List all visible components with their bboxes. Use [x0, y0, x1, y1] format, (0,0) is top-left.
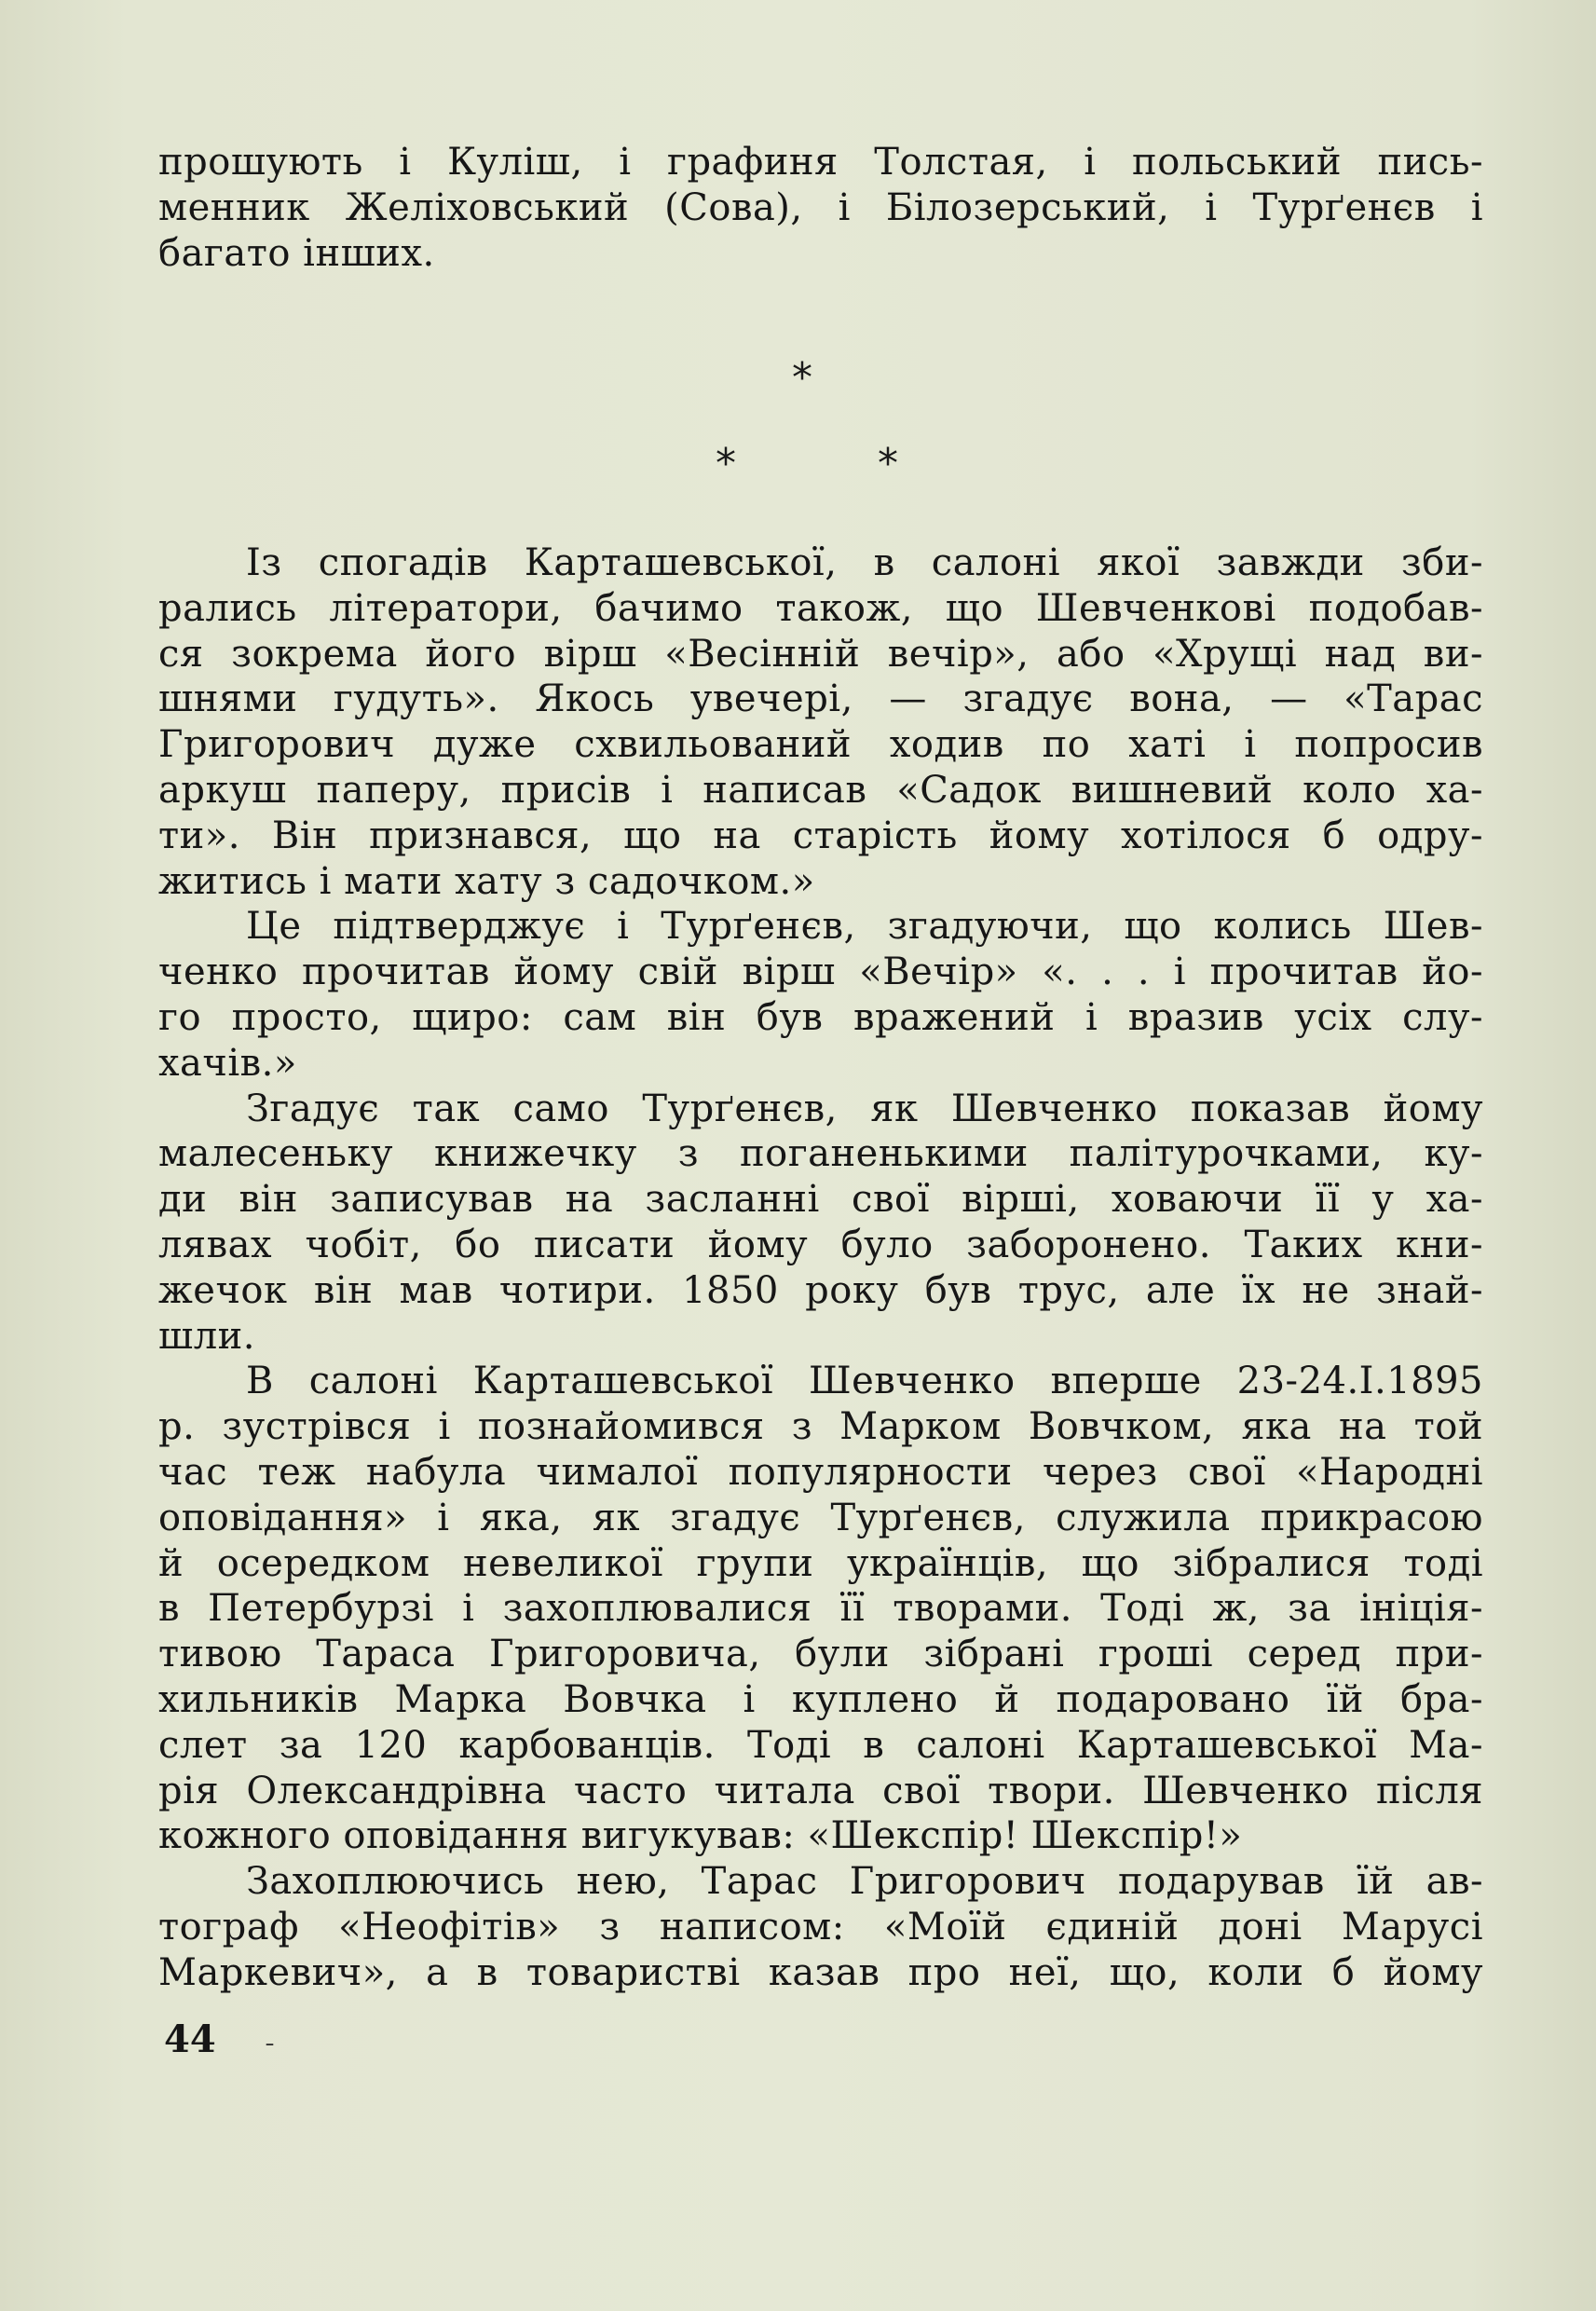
- text-line: хачів.»: [158, 1041, 297, 1085]
- text-line: тограф «Неофітів» з написом: «Моїй єдиній доні Марусі: [158, 1905, 1483, 1949]
- paragraph-small-book: [158, 1087, 1483, 1360]
- text-line: Із спогадів Карташевської, в салоні якої завжди зби-: [246, 541, 1483, 584]
- text-line: ди він записував на засланні свої вірші, ховаючи її у ха-: [158, 1178, 1483, 1222]
- paragraph-turgenev-confirms: [158, 904, 1483, 1086]
- text-line: слет за 120 карбованців. Тоді в салоні Карташевської Ма-: [158, 1723, 1483, 1767]
- text-line: го просто, щиро: сам він був вражений і вразив усіх слу-: [158, 995, 1483, 1039]
- text-line: Захоплюючись нею, Тарас Григорович подарував їй ав-: [246, 1860, 1483, 1904]
- text-line: час теж набула чималої популярности через свої «Народні: [158, 1450, 1483, 1494]
- text-line: Це підтверджує і Турґенєв, згадуючи, що колись Шев-: [246, 905, 1483, 949]
- text-line: житись і мати хату з садочком.»: [158, 859, 815, 903]
- text-line: аркуш паперу, присів і написав «Садок вишневий коло ха-: [158, 768, 1483, 812]
- page-number: 44: [164, 2017, 216, 2061]
- paragraph-kartashevska-memoir: [158, 540, 1483, 904]
- text-line: в Петербурзі і захоплювалися її творами. Тоді ж, за ініція-: [158, 1587, 1483, 1631]
- text-line: менник Желіховський (Сова), і Білозерський, і Турґенєв і: [158, 185, 1483, 229]
- text-line: шнями гудуть». Якось увечері, — згадує вона, — «Тарас: [158, 677, 1483, 721]
- text-line: ти». Він признався, що на старість йому хотілося б одру-: [158, 814, 1483, 857]
- text-line: кожного оповідання вигукував: «Шекспір! Шекспір!»: [158, 1814, 1243, 1858]
- paragraph-marko-vovchok: [158, 1359, 1483, 1859]
- intro-paragraph: [158, 140, 1483, 276]
- text-line: Маркевич», а в товаристві казав про неї, що, коли б йому: [158, 1950, 1483, 1994]
- text-line: прошують і Куліш, і графиня Толстая, і польський пись-: [158, 141, 1483, 184]
- text-line: лявах чобіт, бо писати йому було заборонено. Таких кни-: [158, 1223, 1483, 1266]
- text-line: багато інших.: [158, 231, 435, 275]
- text-line: Григорович дуже схвильований ходив по хаті і попросив: [158, 723, 1483, 767]
- text-line: рались літератори, бачимо також, що Шевченкові подобав-: [158, 586, 1483, 630]
- paragraph-neofity-autograph: [158, 1859, 1483, 1995]
- text-line: хильників Марка Вовчка і куплено й подаровано їй бра-: [158, 1677, 1483, 1721]
- text-line: Згадує так само Турґенєв, як Шевченко показав йому: [246, 1087, 1483, 1130]
- main-text: [158, 540, 1483, 1996]
- text-line: В салоні Карташевської Шевченко вперше 23-24.I.1895: [246, 1360, 1483, 1403]
- separator-star-top: *: [792, 354, 812, 402]
- text-line: р. зустрівся і познайомився з Марком Вовчком, яка на той: [158, 1405, 1483, 1449]
- separator-star-left: *: [716, 440, 736, 487]
- print-speck: ˍ: [264, 2020, 276, 2048]
- text-line: шли.: [158, 1314, 255, 1358]
- text-line: малесеньку книжечку з поганенькими палітурочками, ку-: [158, 1132, 1483, 1176]
- text-line: жечок він мав чотири. 1850 року був трус, але їх не знай-: [158, 1268, 1483, 1312]
- text-line: й осередком невеликої групи українців, що зібралися тоді: [158, 1541, 1483, 1585]
- text-line: ся зокрема його вірш «Весінній вечір», або «Хрущі над ви-: [158, 632, 1483, 676]
- text-line: тивою Тараса Григоровича, були зібрані гроші серед при-: [158, 1633, 1483, 1676]
- text-line: оповідання» і яка, як згадує Турґенєв, служила прикрасою: [158, 1496, 1483, 1539]
- separator-star-right: *: [878, 440, 898, 487]
- text-line: ченко прочитав йому свій вірш «Вечір» «. . . і прочитав йо-: [158, 950, 1483, 994]
- text-line: рія Олександрівна часто читала свої твори. Шевченко після: [158, 1769, 1483, 1812]
